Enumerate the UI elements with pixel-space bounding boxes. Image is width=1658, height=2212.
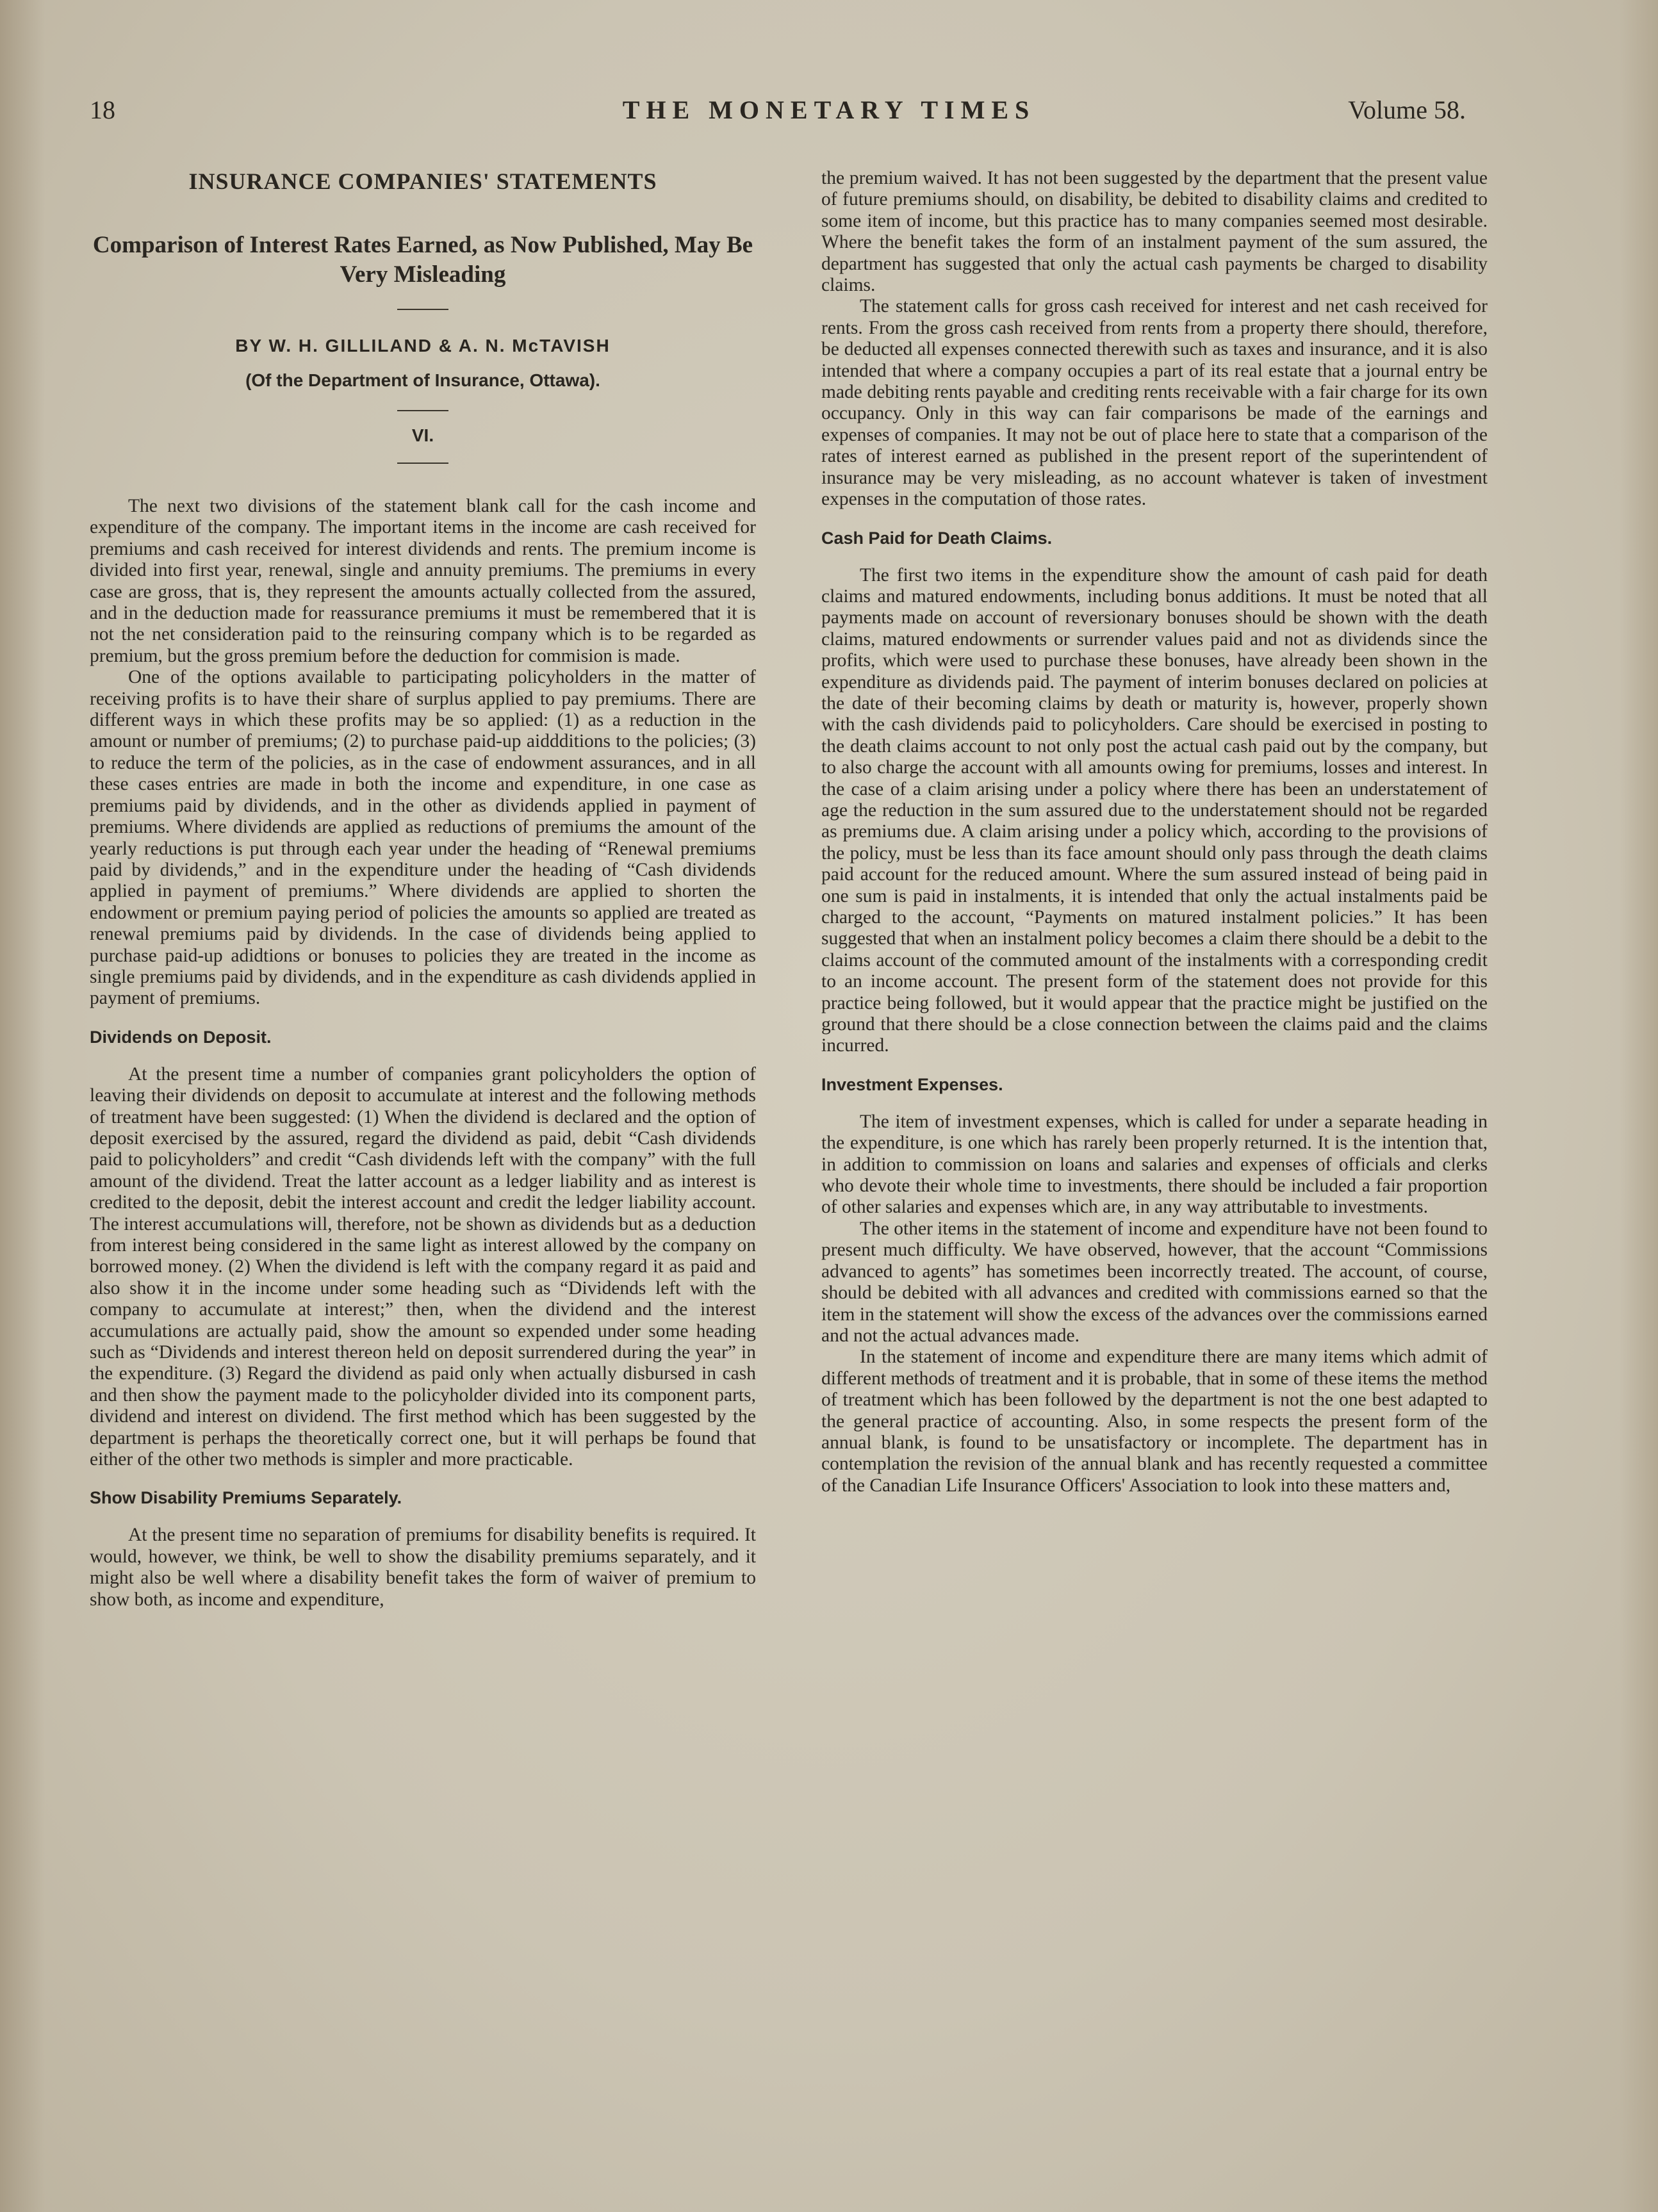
article-headline: INSURANCE COMPANIES' STATEMENTS (188, 168, 657, 194)
body-paragraph: At the present time no separation of premiums for disability benefits is required. It would, however, we think, be well to show the disability premiums separately, and it might also be well where a disability benefit takes the form of waiver of premium to show both, as income and expenditure, (90, 1525, 756, 1610)
volume-label: Volume 58. (1348, 95, 1466, 124)
running-head-title: THE MONETARY TIMES (622, 95, 1036, 124)
article-subhead: Comparison of Interest Rates Earned, as Now Published, May Be Very Misleading (92, 232, 753, 288)
section-heading-dividends: Dividends on Deposit. (90, 1027, 272, 1047)
body-paragraph: The statement calls for gross cash received for interest and net cash received for rents. From the gross cash received from rents from a property there should, therefore, be deducted all expenses connected therewith such as taxes and insurance, and it is also intended that where a company occupies a part of its real estate that a journal entry be made debiting rents payable and crediting rents receivable with a fair charge for its own occupancy. Only in this way can fair comparisons be made of the earnings and expenses of companies. It may not be out of place here to state that a comparison of the rates of interest earned as published in the present report of the superintendent of insurance may be very misleading, as no account whatever is taken of investment expenses in the computation of those rates. (821, 296, 1488, 510)
right-column (821, 168, 1488, 1496)
section-heading-disability: Show Disability Premiums Separately. (90, 1488, 402, 1508)
author-department: (Of the Department of Insurance, Ottawa). (245, 370, 600, 390)
body-paragraph: The first two items in the expenditure show the amount of cash paid for death claims and matured endowments, including bonus additions. It must be noted that all payments made on account of reversionary bonuses should be shown with the death claims, matured endowments or surrender values paid and not as dividends since the profits, which were used to purchase these bonuses, have already been shown in the expenditure as dividends paid. The payment of interim bonuses declared on policies at the date of their becoming claims by death or maturity is, however, properly shown with the cash dividends paid to policyholders. Care should be exercised in posting to the death claims account to not only post the actual cash paid out by the company, but to also charge the account with all amounts owing for premiums, losses and interest. In the case of a claim arising under a policy where there has been an understatement of age the reduction in the sum assured due to the understatement should not be regarded as premiums due. A claim arising under a policy which, according to the provisions of the policy, must be less than its face amount should only pass through the death claims paid account for the reduced amount. Where the sum assured instead of being paid in one sum is paid in instalments, it is intended that only the actual instalments paid be charged to the account, “Payments on matured instalment policies.” It has been suggested that when an instalment policy becomes a claim there should be a debit to the claims account of the commuted amount of the instalments with a corresponding credit to an income account. The present form of the statement does not provide for this practice being followed, but it would appear that the practice might be justified on the ground that there should be a close connection between the claims paid and the claims incurred. (821, 564, 1488, 1056)
page-number: 18 (90, 95, 115, 124)
article-byline: BY W. H. GILLILAND & A. N. McTAVISH (235, 336, 611, 356)
section-heading-investment: Investment Expenses. (821, 1074, 1003, 1094)
divider-rule (397, 309, 448, 310)
divider-rule (397, 410, 448, 411)
part-number: VI. (411, 425, 434, 445)
body-paragraph: One of the options available to participating policyholders in the matter of receiving profits is to have their share of surplus applied to pay premiums. There are different ways in which these profits may be so applied: (1) as a reduction in the amount or number of premiums; (2) to purchase paid-up aiddditions to the policies; (3) to reduce the term of the policies, as in the case of endowment assurances, and in all these cases entries are made in both the income and expenditure, in one case as premiums paid by dividends, and in the other as dividends applied in payment of premiums. Where dividends are applied as reductions of premiums the amount of the yearly reductions is put through each year under the heading of “Renewal premiums paid by dividends,” and in the expenditure under the heading of “Cash dividends applied in payment of premiums.” Where dividends are applied to shorten the endowment or premium paying period of policies the amounts so applied are treated as renewal premiums paid by dividends. In the case of dividends being applied to purchase paid-up adidtions or bonuses to policies they are treated in the income as single premiums paid by dividends, and in the expenditure as cash dividends applied in payment of premiums. (90, 667, 756, 1009)
page-edge-shadow-right (1620, 0, 1658, 2212)
body-paragraph: In the statement of income and expenditure there are many items which admit of different methods of treatment and it is probable, that in some of these items the method of treatment which has been followed by the department is not the one best adapted to the general practice of accounting. Also, in some respects the present form of the annual blank, is found to be unsatisfactory or incomplete. The department has in contemplation the revision of the annual blank and has recently requested a committee of the Canadian Life Insurance Officers' Association to look into these matters and, (821, 1347, 1488, 1496)
body-paragraph: the premium waived. It has not been suggested by the department that the present value of future premiums should, on disability, be debited to disability claims and credited to some item of income, but this practice has to many companies seemed most desirable. Where the benefit takes the form of an instalment payment of the sum assured, the department has suggested that only the actual cash payments be charged to disability claims. (821, 168, 1488, 296)
body-paragraph: The next two divisions of the statement blank call for the cash income and expenditure of the company. The important items in the income are cash received for premiums and cash received for interest dividends and rents. The premium income is divided into first year, renewal, single and annuity premiums. The premiums in every case are gross, that is, they represent the amounts actually collected from the assured, and in the deduction made for reassurance premiums it must be remembered that it is not the net consideration paid to the reinsuring company which is to be regarded as premium, but the gross premium before the deduction for commision is made. (90, 496, 756, 666)
body-paragraph: The item of investment expenses, which is called for under a separate heading in the expenditure, is one which has rarely been properly returned. It is the intention that, in addition to commission on loans and salaries and expenses of officials and clerks who devote their whole time to investments, there should be included a fair proportion of other salaries and expenses which are, in any way attributable to investments. (821, 1111, 1488, 1218)
section-heading-death-claims: Cash Paid for Death Claims. (821, 528, 1053, 548)
page-edge-shadow-left (0, 0, 45, 2212)
left-column (90, 168, 756, 1610)
body-paragraph: The other items in the statement of income and expenditure have not been found to present much difficulty. We have observed, however, that the account “Commissions advanced to agents” has sometimes been incorrectly treated. The account, of course, should be debited with all advances and credited with commissions earned so that the item in the statement will show the excess of the advances over the commissions earned and not the actual advances made. (821, 1218, 1488, 1346)
body-paragraph: At the present time a number of companies grant policyholders the option of leaving their dividends on deposit to accumulate at interest and the following methods of treatment have been suggested: (1) When the dividend is declared and the option of deposit exercised by the assured, regard the dividend as paid, debit “Cash dividends paid to policyholders” and credit “Cash dividends left with the company” with the full amount of the dividend. Treat the latter account as a ledger liability and as interest is credited to the deposit, debit the interest account and credit the ledger liability account. The interest accumulations will, therefore, not be shown as dividends but as a deduction from interest being considered in the same light as interest allowed by the company on borrowed money. (2) When the dividend is left with the company regard it as paid and also show it in the income under some heading such as “Dividends left with the company to accumulate at interest;” then, when the dividend and the interest accumulations are actually paid, show the amount so expended under some heading such as “Dividends and interest thereon held on deposit surrendered during the year” in the expenditure. (3) Regard the dividend as paid only when actually disbursed in cash and then show the payment made to the policyholder divided into its component parts, dividend and interest on dividend. The first method which has been suggested by the department is perhaps the theoretically correct one, but it will perhaps be found that either of the other two methods is simpler and more practicable. (90, 1063, 756, 1470)
